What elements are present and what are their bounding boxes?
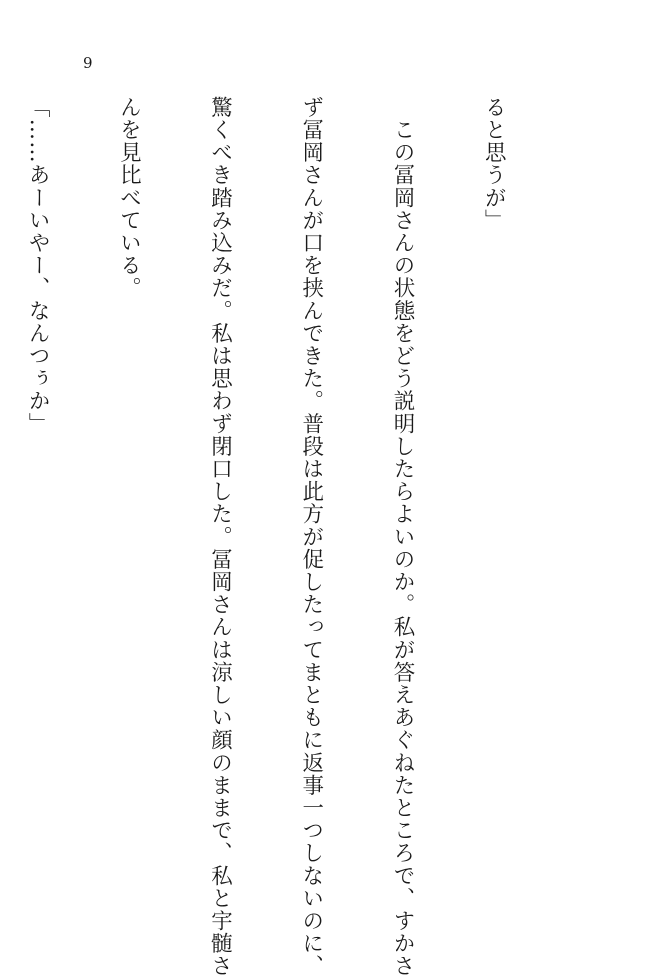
body-text [0,96,569,977]
text-line: 驚くべき踏み込みだ。私は思わず閉口した。冨岡さんは涼しい顔のままで、私と宇髄さ [207,96,233,977]
text-line: ず冨岡さんが口を挟んできた。普段は此方が促したってまともに返事一つしないのに、 [298,96,324,977]
text-line: ると思うが」 [481,96,507,232]
text-line: 「……あーいやー、なんつぅか」 [25,96,51,435]
page-number: 9 [83,54,93,72]
text-line: んを見比べている。 [116,96,142,300]
text-line: この冨岡さんの状態をどう説明したらよいのか。私が答えあぐねたところで、すかさ [389,96,415,977]
